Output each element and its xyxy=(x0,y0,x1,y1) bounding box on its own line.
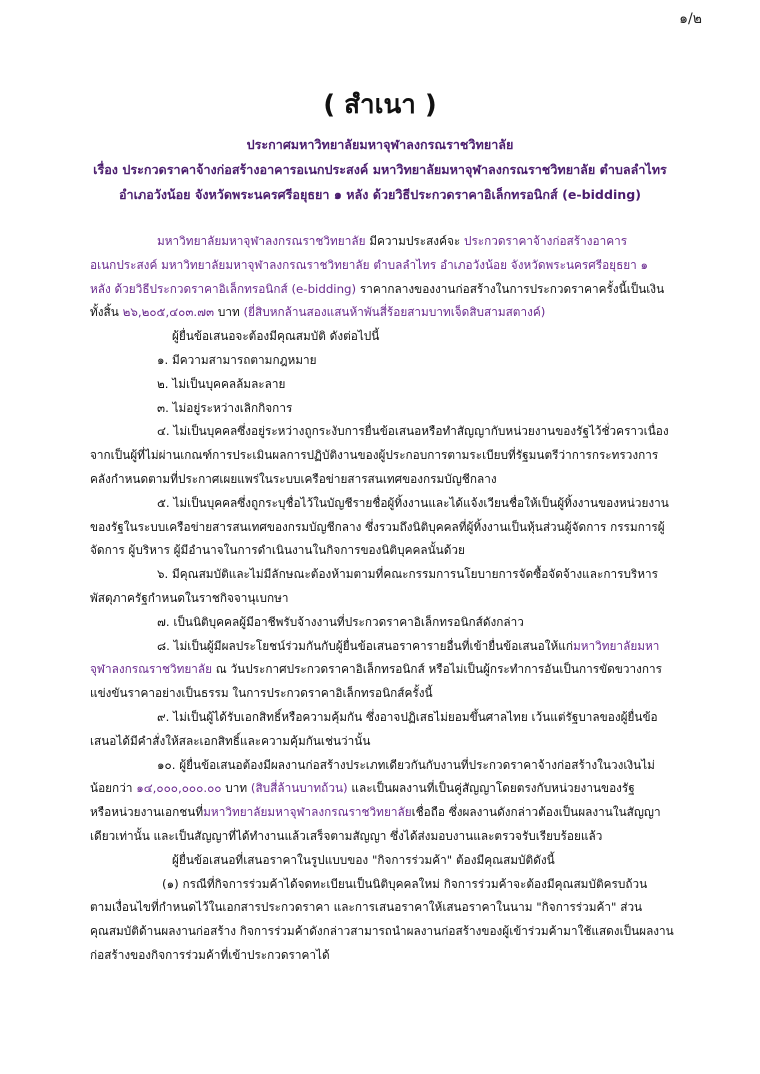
qualification-item: ๕. ไม่เป็นบุคคลซึ่งถูกระบุชื่อไว้ในบัญชีรายชื่อผู้ทิ้งงานและได้แจ้งเวียนชื่อให้เป็นผู้ทิ้งงานของหน่วยงาน xyxy=(157,495,669,510)
intro-line: มหาวิทยาลัยมหาจุฬาลงกรณราชวิทยาลัย มีความประสงค์จะ ประกวดราคาจ้างก่อสร้างอาคาร xyxy=(157,234,628,248)
joint-venture-case-cont: คุณสมบัติด้านผลงานก่อสร้าง กิจการร่วมค้าดังกล่าวสามารถนำผลงานก่อสร้างของผู้เข้าร่วมค้ามาใช้แสดงเป็นผลงาน xyxy=(90,924,674,939)
experience-amount-text: (สิบสี่ล้านบาทถ้วน) xyxy=(250,781,348,796)
title-line: อำเภอวังน้อย จังหวัดพระนครศรีอยุธยา ๑ หลัง ด้วยวิธีประกวดราคาอิเล็กทรอนิกส์ (e-bidding) xyxy=(118,187,642,202)
qualification-item: ๑. มีความสามารถตามกฎหมาย xyxy=(157,352,317,367)
qualification-item-cont: คลังกำหนดตามที่ประกาศเผยแพร่ในระบบเครือข่ายสารสนเทศของกรมบัญชีกลาง xyxy=(90,471,497,486)
title-line: เรื่อง ประกวดราคาจ้างก่อสร้างอาคารอเนกประสงค์ มหาวิทยาลัยมหาจุฬาลงกรณราชวิทยาลัย ตำบลลำไทร xyxy=(93,162,667,177)
qualification-item-cont: หรือหน่วยงานเอกชนที่มหาวิทยาลัยมหาจุฬาลงกรณราชวิทยาลัยเชื่อถือ ซึ่งผลงานดังกล่าวต้องเป็นผลงานในสัญญา xyxy=(90,805,661,820)
qualification-item-cont: แข่งขันราคาอย่างเป็นธรรม ในการประกวดราคาอิเล็กทรอนิกส์ครั้งนี้ xyxy=(90,686,433,701)
qualification-item: ๓. ไม่อยู่ระหว่างเลิกกิจการ xyxy=(157,400,293,415)
qualification-item: ๔. ไม่เป็นบุคคลซึ่งอยู่ระหว่างถูกระงับการยื่นข้อเสนอหรือทำสัญญากับหน่วยงานของรัฐไว้ชั่วคราวเนื่อง xyxy=(157,424,669,439)
qualification-item-cont: พัสดุภาครัฐกำหนดในราชกิจจานุเบกษา xyxy=(90,590,289,605)
qualification-item-cont: เดียวเท่านั้น และเป็นสัญญาที่ได้ทำงานแล้วเสร็จตามสัญญา ซึ่งได้ส่งมอบงานและตรวจรับเรียบร้อยแล้ว xyxy=(90,828,603,843)
median-price: ๒๖,๒๐๕,๔๐๓.๗๓ xyxy=(122,305,215,320)
qualification-item: ๘. ไม่เป็นผู้มีผลประโยชน์ร่วมกันกับผู้ยื่นข้อเสนอราคารายอื่นที่เข้ายื่นข้อเสนอให้แก่มหาวิทยาลัยมหา xyxy=(157,638,660,653)
qualification-item-cont: เสนอได้มีคำสั่งให้สละเอกสิทธิ์และความคุ้มกันเช่นว่านั้น xyxy=(90,733,371,748)
qualification-item: ๗. เป็นนิติบุคคลผู้มีอาชีพรับจ้างงานที่ประกวดราคาอิเล็กทรอนิกส์ดังกล่าว xyxy=(157,614,524,629)
qualification-item: ๒. ไม่เป็นบุคคลล้มละลาย xyxy=(157,376,286,391)
announcement-title xyxy=(70,132,690,207)
page-number: ๑/๒ xyxy=(679,11,702,27)
joint-venture-case-cont: ก่อสร้างของกิจการร่วมค้าที่เข้าประกวดราคาได้ xyxy=(90,947,330,962)
qualification-item-cont: จากเป็นผู้ที่ไม่ผ่านเกณฑ์การประเมินผลการปฏิบัติงานของผู้ประกอบการตามระเบียบที่รัฐมนตรีว่าการกระทรวงการ xyxy=(90,448,659,463)
qualification-item: ๑๐. ผู้ยื่นข้อเสนอต้องมีผลงานก่อสร้างประเภทเดียวกันกับงานที่ประกวดราคาจ้างก่อสร้างในวงเงินไม่ xyxy=(157,757,655,772)
intro-line: อเนกประสงค์ มหาวิทยาลัยมหาจุฬาลงกรณราชวิทยาลัย ตำบลลำไทร อำเภอวังน้อย จังหวัดพระนครศรีอยุธยา ๑ xyxy=(90,257,649,272)
qualifications-intro: ผู้ยื่นข้อเสนอจะต้องมีคุณสมบัติ ดังต่อไปนี้ xyxy=(172,329,380,344)
qualification-item-cont: จุฬาลงกรณราชวิทยาลัย ณ วันประกาศประกวดราคาอิเล็กทรอนิกส์ หรือไม่เป็นผู้กระทำการอันเป็นการขัดขวางการ xyxy=(90,662,662,677)
median-price-text: (ยี่สิบหกล้านสองแสนห้าพันสี่ร้อยสามบาทเจ็ดสิบสามสตางค์) xyxy=(243,305,546,320)
qualification-item-cont: ของรัฐในระบบเครือข่ายสารสนเทศของกรมบัญชีกลาง ซึ่งรวมถึงนิติบุคคลที่ผู้ทิ้งงานเป็นหุ้นส่วนผู้จัดการ กรรมการผู้ xyxy=(90,519,665,534)
qualification-item: ๖. มีคุณสมบัติและไม่มีลักษณะต้องห้ามตามที่คณะกรรมการนโยบายการจัดซื้อจัดจ้างและการบริหาร xyxy=(157,567,659,582)
document-body xyxy=(90,230,690,968)
university-name: มหาวิทยาลัยมหาจุฬาลงกรณราชวิทยาลัย xyxy=(157,234,366,248)
intro-line: หลัง ด้วยวิธีประกวดราคาอิเล็กทรอนิกส์ (e-bidding) ราคากลางของงานก่อสร้างในการประกวดราคาครั้งนี้เป็นเงิน xyxy=(90,281,665,296)
joint-venture-case: (๑) กรณีที่กิจการร่วมค้าได้จดทะเบียนเป็นนิติบุคคลใหม่ กิจการร่วมค้าจะต้องมีคุณสมบัติครบถ้วน xyxy=(162,876,648,891)
qualification-item-cont: จัดการ ผู้บริหาร ผู้มีอำนาจในการดำเนินงานในกิจการของนิติบุคคลนั้นด้วย xyxy=(90,543,465,558)
copy-heading: ( สำเนา ) xyxy=(323,90,437,120)
qualification-item-cont: น้อยกว่า ๑๔,๐๐๐,๐๐๐.๐๐ บาท (สิบสี่ล้านบาทถ้วน) และเป็นผลงานที่เป็นคู่สัญญาโดยตรงกับหน่วยงานของรัฐ xyxy=(90,781,635,796)
joint-venture-intro: ผู้ยื่นข้อเสนอที่เสนอราคาในรูปแบบของ "กิจการร่วมค้า" ต้องมีคุณสมบัติดังนี้ xyxy=(172,852,555,867)
intro-line: ทั้งสิ้น ๒๖,๒๐๕,๔๐๓.๗๓ บาท (ยี่สิบหกล้านสองแสนห้าพันสี่ร้อยสามบาทเจ็ดสิบสามสตางค์) xyxy=(90,305,546,320)
experience-amount: ๑๔,๐๐๐,๐๐๐.๐๐ xyxy=(136,781,222,796)
project-name: ประกวดราคาจ้างก่อสร้างอาคาร xyxy=(463,234,628,248)
joint-venture-case-cont: ตามเงื่อนไขที่กำหนดไว้ในเอกสารประกวดราคา และการเสนอราคาให้เสนอราคาในนาม "กิจการร่วมค้า" ส่วน xyxy=(90,900,643,915)
title-line: ประกาศมหาวิทยาลัยมหาจุฬาลงกรณราชวิทยาลัย xyxy=(246,137,514,152)
qualification-item: ๙. ไม่เป็นผู้ได้รับเอกสิทธิ์หรือความคุ้มกัน ซึ่งอาจปฏิเสธไม่ยอมขึ้นศาลไทย เว้นแต่รัฐบาลของผู้ยื่นข้อ xyxy=(157,709,658,724)
